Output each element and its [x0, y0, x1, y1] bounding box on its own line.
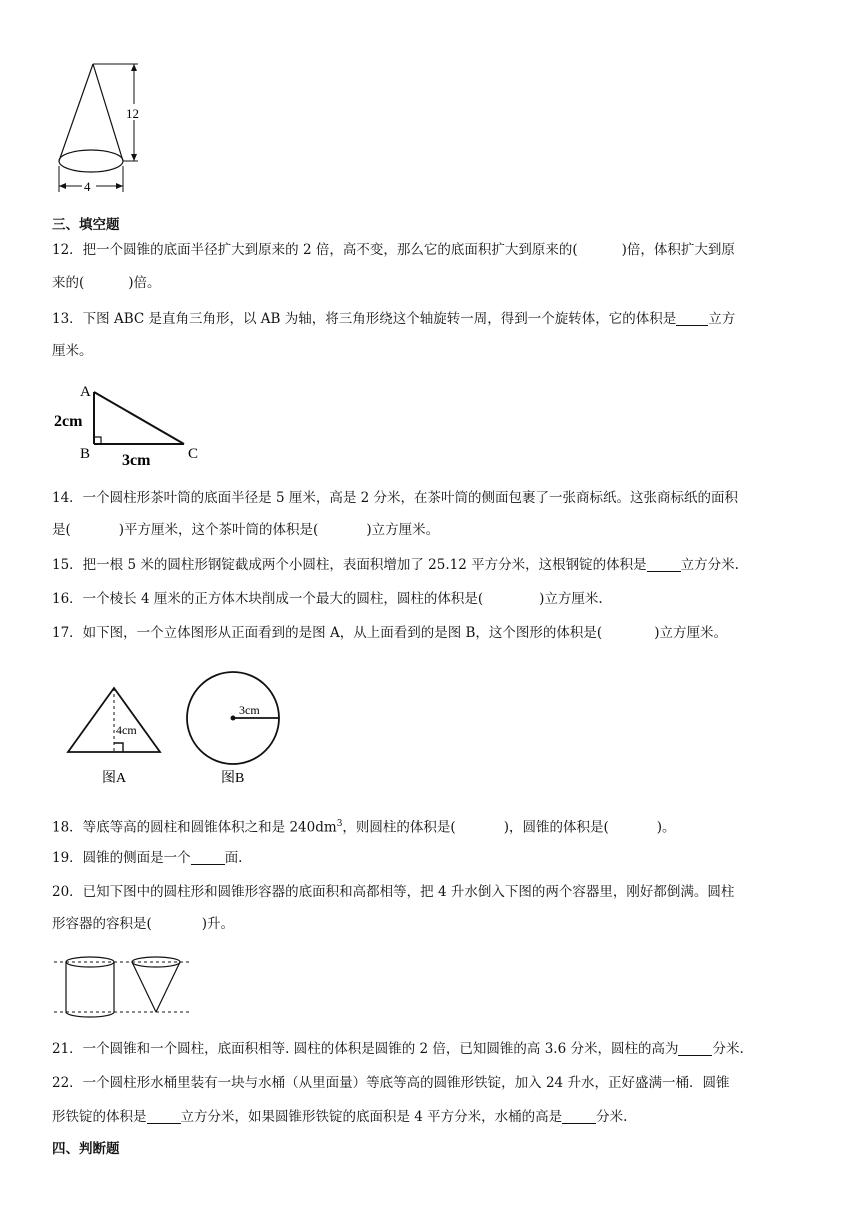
q18-text-d: )。 [656, 819, 676, 836]
cone-base-label: 4 [84, 179, 91, 194]
cone-figure [50, 58, 160, 198]
q13-text-b: 立方 [708, 311, 736, 327]
side-ab-label: 2cm [54, 413, 83, 430]
q18-text-c: )，圆锥的体积是( [503, 819, 609, 836]
q15-text-a: 15．把一根 5 米的圆柱形钢锭截成两个小圆柱，表面积增加了 25.12 平方分米，这根钢锭的体积是 [52, 557, 647, 573]
question-14-line1: 14．一个圆柱形茶叶筒的底面半径是 5 厘米，高是 2 分米，在茶叶筒的侧面包裹了一张商标纸。这张商标纸的面积 [52, 490, 739, 506]
q17-text-b: )立方厘米。 [654, 625, 727, 641]
vertex-b-label: B [80, 446, 91, 462]
question-14-line2 [52, 520, 439, 540]
q14-text-b: )平方厘米，这个茶叶筒的体积是( [118, 522, 319, 538]
q14-text-a: 是( [52, 522, 71, 538]
question-21 [52, 1039, 744, 1059]
question-13-line2: 厘米。 [52, 343, 93, 359]
q20-text-a: 形容器的容积是( [52, 916, 152, 932]
question-19 [52, 848, 242, 868]
question-20-line1: 20．已知下图中的圆柱形和圆锥形容器的底面积和高都相等，把 4 升水倒入下图的两个容器里，刚好都倒满。圆柱 [52, 884, 735, 900]
triangle-abc-figure [52, 378, 212, 470]
question-20-line2 [52, 914, 234, 934]
cone-height-label: 12 [126, 106, 139, 121]
q13-text-a: 13．下图 ABC 是直角三角形，以 AB 为轴，将三角形绕这个轴旋转一周，得到一个旋转体，它的体积是 [52, 311, 677, 327]
question-17 [52, 623, 727, 643]
q14-text-c: )立方厘米。 [366, 522, 440, 538]
q22-answer-blank-2[interactable] [562, 1109, 596, 1124]
vertex-c-label: C [188, 446, 199, 462]
q19-text-b: 面. [224, 850, 243, 866]
q13-answer-blank[interactable] [676, 311, 708, 326]
q22-text-c: 分米. [596, 1109, 628, 1125]
q12-text-c: 来的( [52, 275, 85, 291]
figure-a-label: 图A [102, 771, 127, 786]
section-four-heading: 四、判断题 [52, 1141, 120, 1157]
figure-b-radius-label: 3cm [239, 703, 260, 717]
question-16 [52, 589, 603, 609]
q19-text-a: 19．圆锥的侧面是一个 [52, 850, 191, 866]
q16-text-b: )立方厘米. [539, 591, 603, 607]
q22-text-a: 形铁锭的体积是 [52, 1109, 147, 1125]
question-12-line1 [52, 240, 735, 260]
q22-answer-blank-1[interactable] [147, 1109, 181, 1124]
question-22-line1: 22．一个圆柱形水桶里装有一块与水桶（从里面量）等底等高的圆锥形铁锭，加入 24 升水，正好盛满一桶．圆锥 [52, 1075, 730, 1091]
q12-text-a: 12．把一个圆锥的底面半径扩大到原来的 2 倍，高不变，那么它的底面积扩大到原来的( [52, 242, 578, 258]
question-18 [52, 814, 676, 838]
q18-text-b: ，则圆柱的体积是( [342, 819, 456, 836]
q21-text-b: 分米. [712, 1041, 744, 1057]
question-15 [52, 555, 739, 575]
q16-text-a: 16．一个棱长 4 厘米的正方体木块削成一个最大的圆柱，圆柱的体积是( [52, 591, 484, 607]
question-12-line2 [52, 273, 161, 293]
section-three-heading: 三、填空题 [52, 217, 120, 233]
containers-figure [54, 952, 194, 1022]
figure-a-height-label: 4cm [116, 723, 137, 737]
q12-text-d: )倍。 [128, 275, 161, 291]
q22-text-b: 立方分米，如果圆锥形铁锭的底面积是 4 平方分米，水桶的高是 [180, 1109, 563, 1125]
q19-answer-blank[interactable] [191, 850, 225, 865]
q15-text-b: 立方分米. [680, 557, 739, 573]
figures-a-b [62, 668, 292, 790]
question-22-line2 [52, 1107, 627, 1127]
side-bc-label: 3cm [122, 452, 151, 469]
question-13-line1 [52, 309, 735, 329]
q12-text-b: )倍，体积扩大到原 [621, 242, 735, 258]
q15-answer-blank[interactable] [647, 557, 681, 572]
q21-text-a: 21．一个圆锥和一个圆柱，底面积相等. 圆柱的体积是圆锥的 2 倍，已知圆锥的高 3.6 分米，圆柱的高为 [52, 1041, 679, 1057]
vertex-a-label: A [80, 384, 91, 400]
q20-text-b: )升。 [201, 916, 235, 932]
figure-b-label: 图B [221, 771, 245, 786]
q18-text-a: 18．等底等高的圆柱和圆锥体积之和是 240dm [52, 819, 337, 836]
q17-text-a: 17．如下图，一个立体图形从正面看到的是图 A，从上面看到的是图 B，这个图形的体积是( [52, 625, 603, 641]
q18-superscript: 3 [336, 819, 343, 829]
q21-answer-blank[interactable] [678, 1041, 712, 1056]
